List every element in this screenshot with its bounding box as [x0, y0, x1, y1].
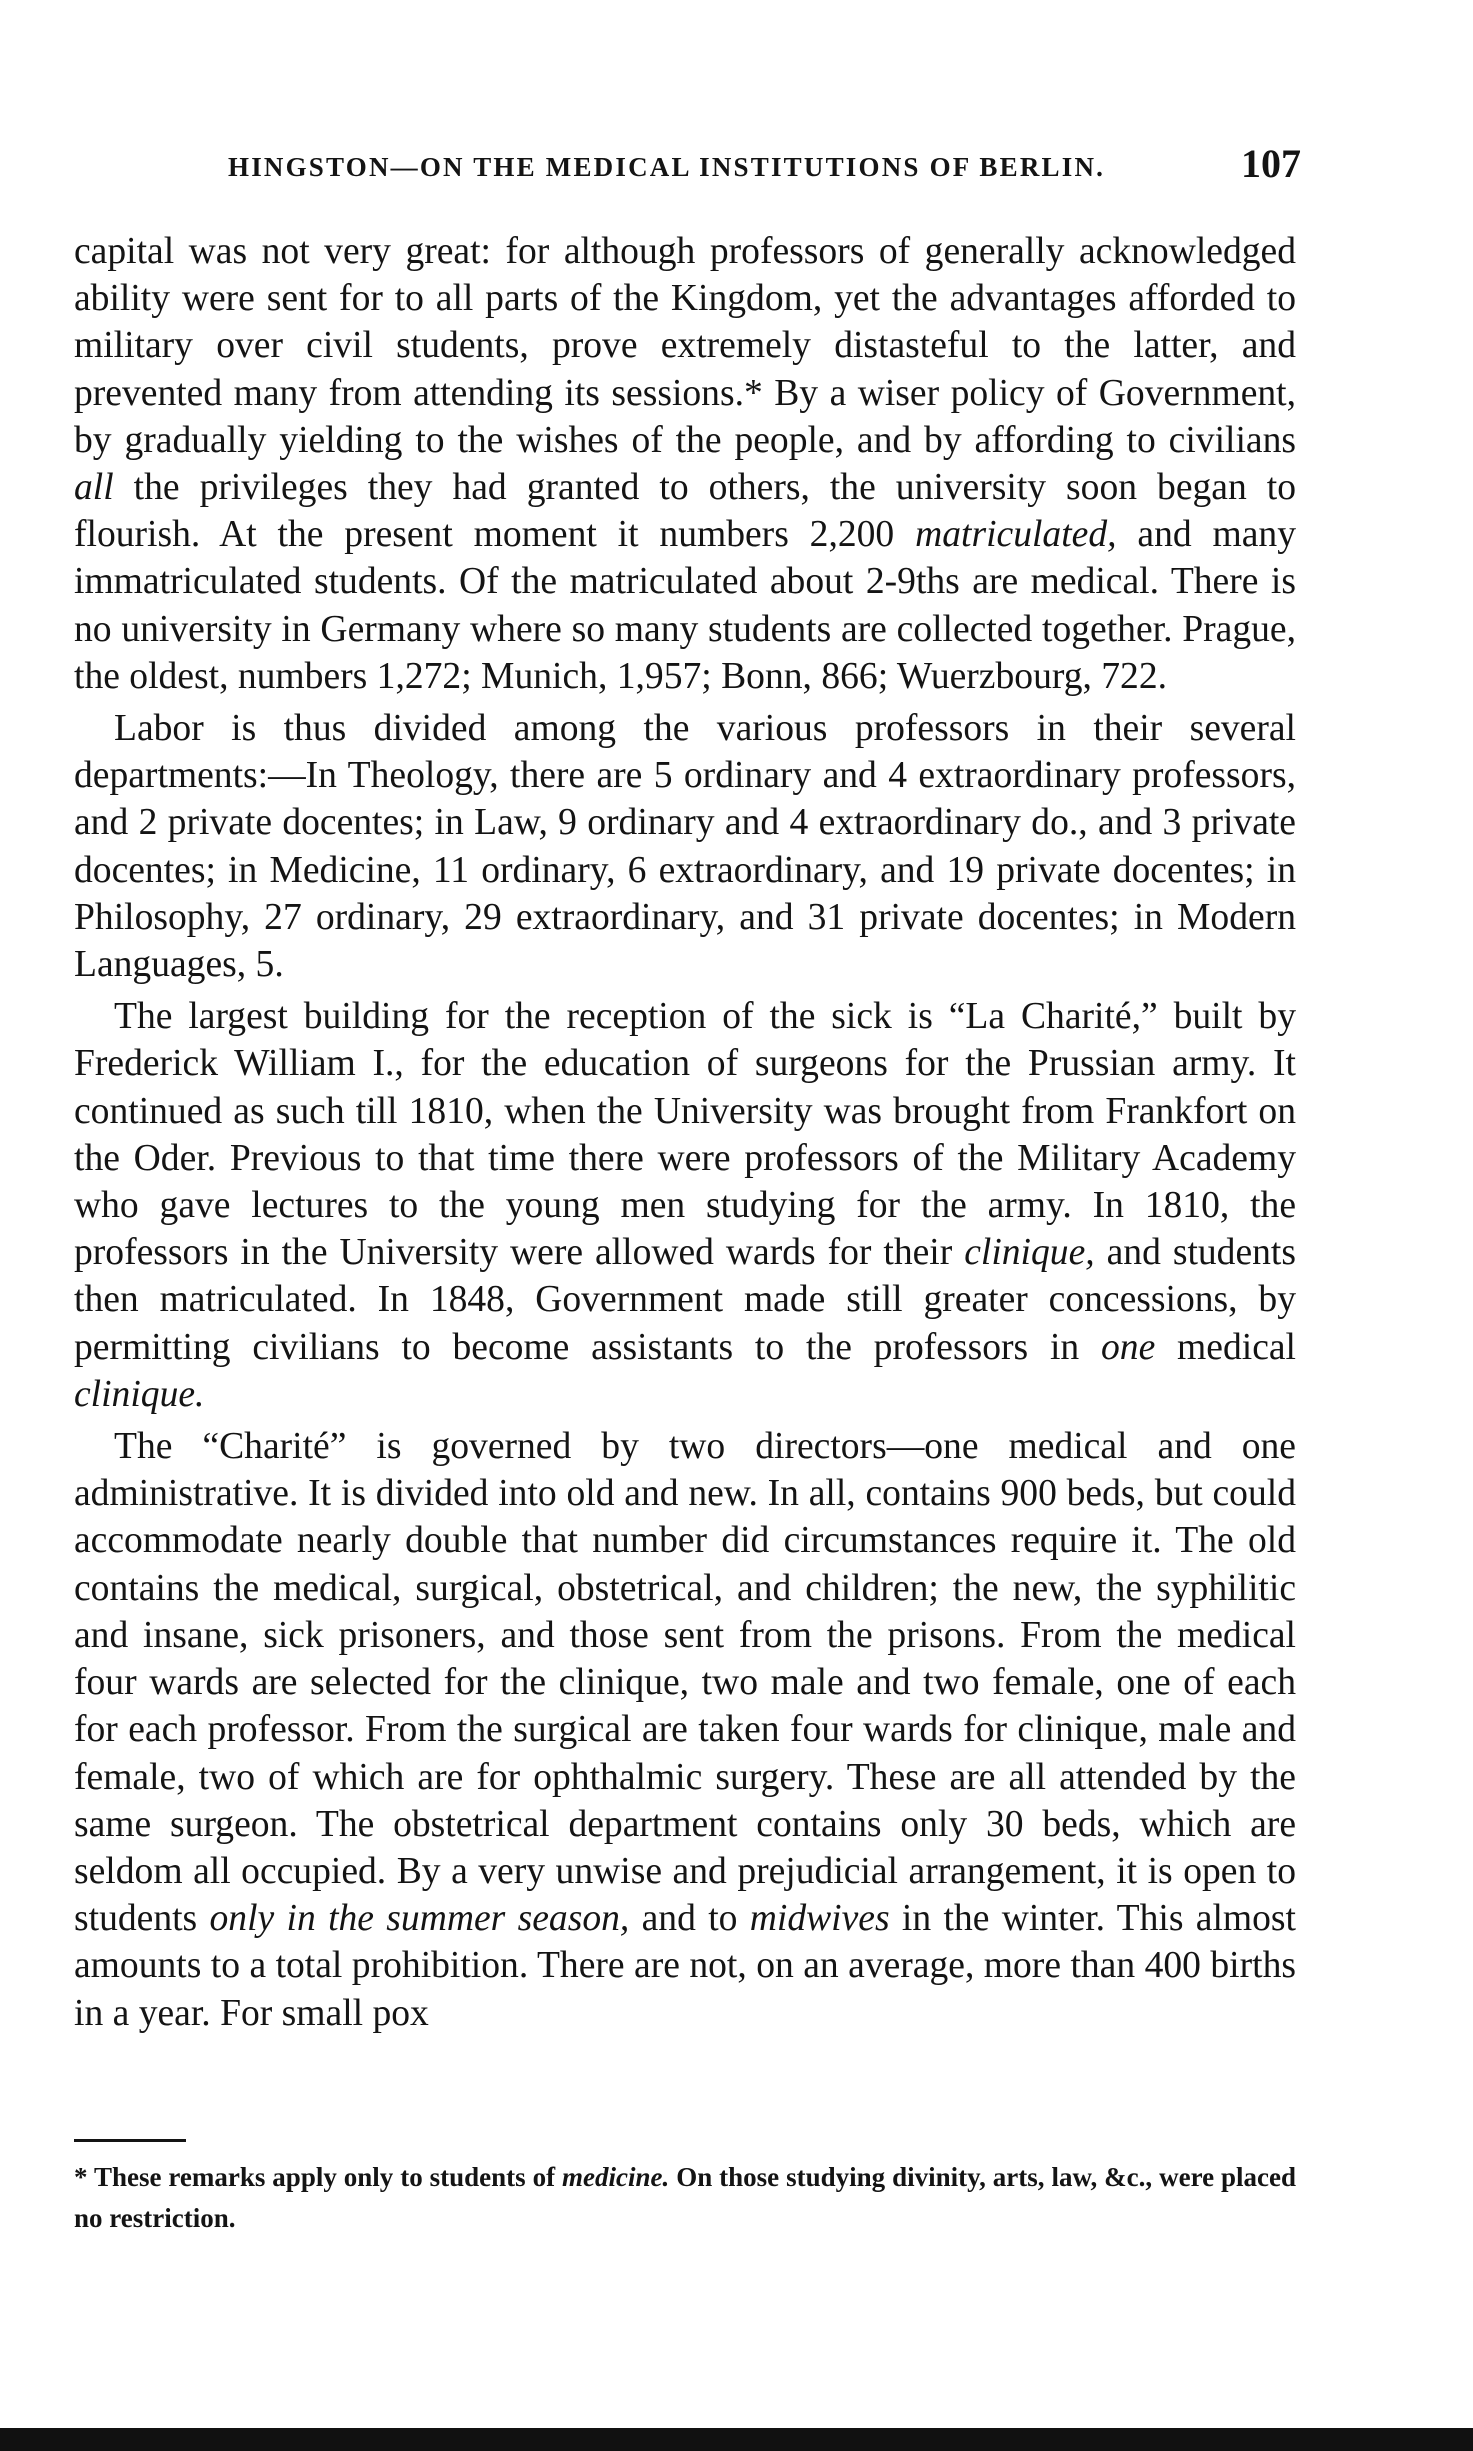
italic-text-run: midwives: [749, 1898, 890, 1940]
running-head: [228, 138, 1301, 198]
footnote-italic: medicine.: [562, 2162, 670, 2192]
paragraph: [74, 228, 1296, 700]
italic-text-run: all: [74, 467, 114, 509]
text-run: Labor is thus divided among the various professors in their several departments:—In Theology, there are 5 ordinary and 4 extraordinary professors, and 2 private docentes; in Law, 9 ordinary and 4 extraordinary do., and 3 private docentes; in Medicine, 11 ordinary, 6 extraordinary, and 19 private docentes; in Philosophy, 27 ordinary, 29 extraordinary, and 31 private docentes; in Modern Languages, 5.: [74, 708, 1296, 986]
text-run: The largest building for the reception of the sick is “La Charité,” built by Frederick William I., for the education of surgeons for the Prussian army. It continued as such till 1810, when the University was brought from Frankfort on the Oder. Previous to that time there were professors of the Military Academy who gave lectures to the young men studying for the army. In 1810, the professors in the University were allowed wards for their: [74, 996, 1296, 1274]
body-text: [74, 228, 1296, 2037]
text-run: medical: [1155, 1326, 1296, 1368]
text-run: The “Charité” is governed by two directors—one medical and one administrative. It is divided into old and new. In all, contains 900 beds, but could accommodate nearly double that number did circumstances require it. The old contains the medical, surgical, obstetrical, and children; the new, the syphilitic and insane, sick prisoners, and those sent from the prisons. From the medical four wards are selected for the clinique, two male and two female, one of each for each professor. From the surgical are taken four wards for clinique, male and female, two of which are for ophthalmic surgery. These are all attended by the same surgeon. The obstetrical department contains only 30 beds, which are seldom all occupied. By a very unwise and prejudicial arrangement, it is open to students: [74, 1426, 1296, 1940]
footnote: [74, 2157, 1296, 2239]
footnote-rule: [74, 2139, 186, 2142]
page-number: 107: [1241, 141, 1301, 186]
italic-text-run: clinique,: [964, 1232, 1095, 1274]
bottom-scan-edge: [0, 2428, 1473, 2451]
running-title: HINGSTON—ON THE MEDICAL INSTITUTIONS OF BERLIN.: [228, 152, 1106, 182]
footnote-text: * These remarks apply only to students of: [74, 2162, 563, 2192]
text-run: and to: [629, 1898, 750, 1940]
italic-text-run: one: [1100, 1326, 1156, 1368]
text-run: and many immatriculated students. Of the matriculated about 2-9ths are medical. There is no university in Germany where so many students are collected together. Prague, the oldest, numbers 1,272; Munich, 1,957; Bonn, 866; Wuerzbourg, 722.: [74, 514, 1296, 697]
text-run: and students then matriculated. In 1848, Government made still greater concessions, by permitting civilians to become assistants to the professors in: [74, 1232, 1296, 1368]
text-run: in the winter. This almost amounts to a total prohibition. There are not, on an average, more than 400 births in a year. For small pox: [74, 1898, 1296, 2034]
paragraph: [74, 993, 1296, 1418]
paragraph: [74, 1423, 1296, 2037]
footnote-tail: On those studying divinity, arts, law, &c., were placed no restriction.: [74, 2162, 1296, 2233]
italic-text-run: matriculated,: [915, 514, 1117, 556]
text-run: capital was not very great: for although professors of generally acknowledged ability were sent for to all parts of the Kingdom, yet the advantages afforded to military over civil students, prove extremely distasteful to the latter, and prevented many from attending its sessions.* By a wiser policy of Government, by gradually yielding to the wishes of the people, and by affording to civilians: [74, 231, 1296, 461]
italic-text-run: only in the summer season,: [209, 1898, 630, 1940]
text-run: the privileges they had granted to others, the university soon began to flourish. At the present moment it numbers 2,200: [74, 467, 1296, 556]
paragraph: [74, 705, 1296, 988]
italic-text-run: clinique.: [74, 1373, 205, 1415]
